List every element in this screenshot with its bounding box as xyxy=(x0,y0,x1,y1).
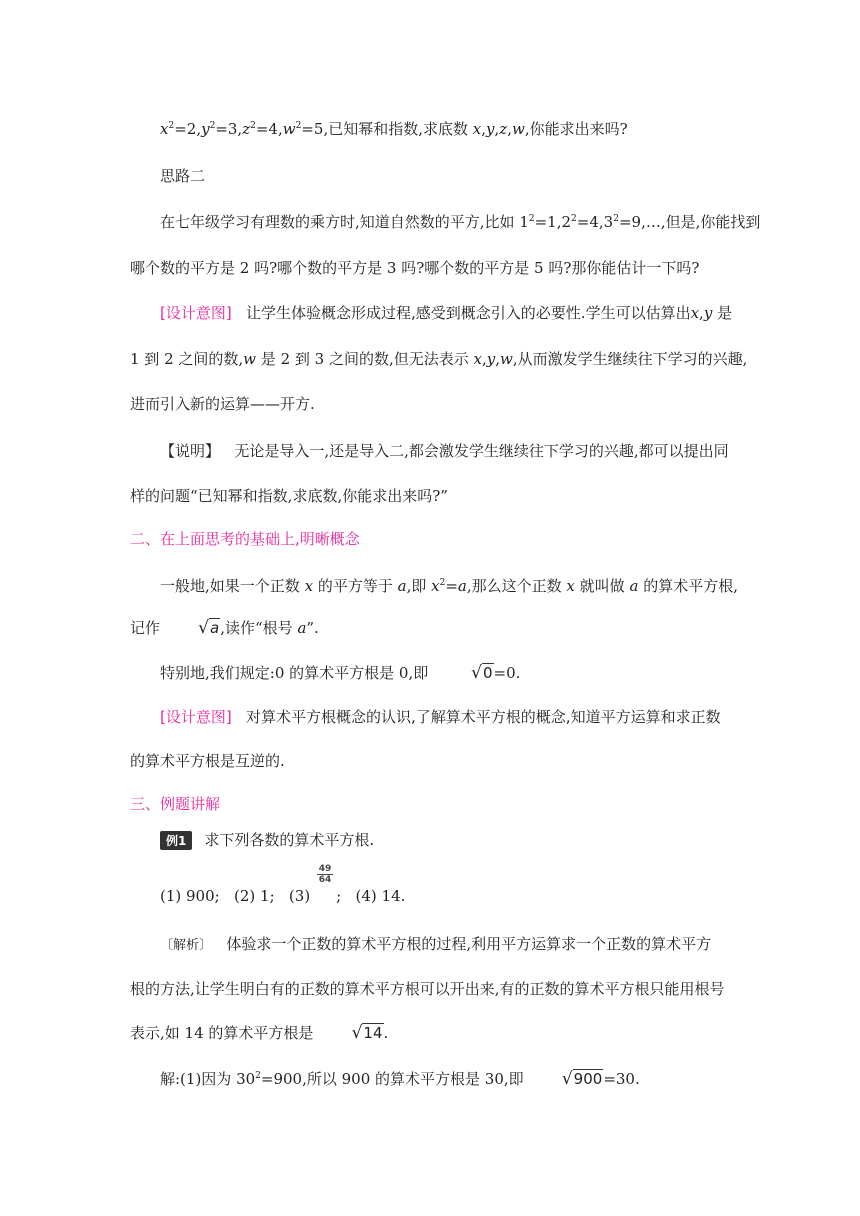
note-line-2: 样的问题“已知幂和指数,求底数,你能求出来吗?” xyxy=(130,487,448,505)
sqrt-900: √900 xyxy=(561,1069,603,1089)
design-intent-tag-2: [设计意图] xyxy=(160,708,232,726)
sqrt-14: √14 xyxy=(351,1023,383,1043)
sqrt-a: √a xyxy=(198,618,220,638)
paragraph-1-line-2: 哪个数的平方是 2 吗?哪个数的平方是 3 吗?哪个数的平方是 5 吗?那你能估计一下吗? xyxy=(130,259,700,277)
section-3-heading: 三、例题讲解 xyxy=(130,795,221,813)
heading-silu2: 思路二 xyxy=(160,167,206,185)
note-line-1: 【说明】 无论是导入一,还是导入二,都会激发学生继续往下学习的兴趣,都可以提出同 xyxy=(160,442,729,460)
example-items: (1) 900; (2) 1; (3) ; (4) 14. xyxy=(160,887,406,905)
paragraph-1-line-1: 在七年级学习有理数的乘方时,知道自然数的平方,比如 $1^2=1,2^2=4,3^2=9,\dots$,但是,你能找到 xyxy=(160,213,761,231)
design-intent-1-line-3: 进而引入新的运算——开方. xyxy=(130,395,315,413)
design-intent-2-line-2: 的算术平方根是互逆的. xyxy=(130,752,285,770)
section-2-heading: 二、在上面思考的基础上,明晰概念 xyxy=(130,530,360,548)
definition-line-1: 一般地,如果一个正数 x 的平方等于 a,即 $x^2=a$,那么这个正数 x 就叫做 a 的算术平方根, xyxy=(160,577,738,595)
question-text: ,已知幂和指数,求底数 xyxy=(323,120,468,138)
example-badge: 例1 xyxy=(160,831,192,850)
sqrt-zero: √0 xyxy=(471,663,493,683)
analysis-tag: 〔解析〕 xyxy=(160,938,213,953)
question-line: $x^2=2,y^2=3,z^2=4,w^2=5$,已知幂和指数,求底数 x,y,z,w,你能求出来吗? xyxy=(160,120,628,138)
definition-line-2: 记作 √a,读作“根号 a”. xyxy=(130,618,319,638)
design-intent-2-line-1: [设计意图] 对算术平方根概念的认识,了解算术平方根的概念,知道平方运算和求正数 xyxy=(160,708,721,726)
special-line: 特别地,我们规定:0 的算术平方根是 0,即 √0=0. xyxy=(160,663,521,683)
design-intent-1-line-1: [设计意图] 让学生体验概念形成过程,感受到概念引入的必要性.学生可以估算出x,y 是 xyxy=(160,304,733,322)
analysis-line-1: 〔解析〕 体验求一个正数的算术平方根的过程,利用平方运算求一个正数的算术平方 xyxy=(160,935,712,953)
design-intent-tag: [设计意图] xyxy=(160,304,232,322)
solution-line: 解:(1)因为 $30^2=900$,所以 900 的算术平方根是 30,即 √900=30. xyxy=(160,1069,640,1089)
analysis-line-2: 根的方法,让学生明白有的正数的算术平方根可以开出来,有的正数的算术平方根只能用根号 xyxy=(130,980,725,998)
question-end: ,你能求出来吗? xyxy=(524,120,628,138)
design-intent-1-line-2: 1 到 2 之间的数,w 是 2 到 3 之间的数,但无法表示 x,y,w,从而激发学生继续往下学习的兴趣, xyxy=(130,350,748,368)
fraction-49-64: $\frac{49}{64}$ xyxy=(318,864,332,885)
example-1-line: 例1 求下列各数的算术平方根. xyxy=(160,829,374,850)
analysis-line-3: 表示,如 14 的算术平方根是 √14. xyxy=(130,1023,389,1043)
note-tag: 【说明】 xyxy=(160,442,221,460)
